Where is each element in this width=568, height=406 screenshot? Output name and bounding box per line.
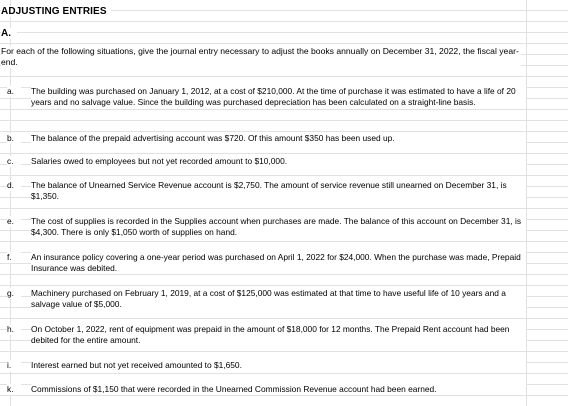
item-letter: b. — [7, 133, 21, 144]
item-text: Salaries owed to employees but not yet recorded amount to $10,000. — [31, 156, 526, 167]
item-letter: g. — [7, 288, 21, 299]
instructions-text: For each of the following situations, give the journal entry necessary to adjust the books annually on December 31, 2022, the fiscal year-end. — [1, 46, 521, 68]
page-title: ADJUSTING ENTRIES — [1, 6, 111, 17]
item-letter: c. — [7, 156, 21, 167]
item-text: Commissions of $1,150 that were recorded in the Unearned Commission Revenue account had been earned. — [31, 384, 526, 395]
item-text: On October 1, 2022, rent of equipment was prepaid in the amount of $18,000 for 12 months. The Prepaid Rent account had been debited for the entire amount. — [31, 324, 526, 345]
item-letter: i. — [7, 360, 21, 371]
item-text: The balance of the prepaid advertising account was $720. Of this amount $350 has been used up. — [31, 133, 526, 144]
item-text: Interest earned but not yet received amounted to $1,650. — [31, 360, 526, 371]
item-text: The balance of Unearned Service Revenue account is $2,750. The amount of service revenue still unearned on December 31, is $1,350. — [31, 180, 526, 201]
item-letter: e. — [7, 216, 21, 227]
section-heading: A. — [1, 28, 17, 39]
item-letter: f. — [7, 252, 21, 263]
item-text: The building was purchased on January 1, 2012, at a cost of $210,000. At the time of purchase it was estimated to have a life of 20 years and no salvage value. Since the building was purchased depreciation has been calculated on a straight-line basis. — [31, 86, 526, 107]
item-letter: d. — [7, 180, 21, 191]
item-text: Machinery purchased on February 1, 2019, at a cost of $125,000 was estimated at that time to have useful life of 10 years and a salvage value of $5,000. — [31, 288, 526, 309]
item-letter: k. — [7, 384, 21, 395]
item-letter: a. — [7, 86, 21, 97]
item-text: The cost of supplies is recorded in the Supplies account when purchases are made. The balance of this account on December 31, is $4,300. There is only $1,050 worth of supplies on hand. — [31, 216, 526, 237]
item-text: An insurance policy covering a one-year period was purchased on April 1, 2022 for $24,000. When the purchase was made, Prepaid Insurance was debited. — [31, 252, 526, 273]
item-letter: h. — [7, 324, 21, 335]
